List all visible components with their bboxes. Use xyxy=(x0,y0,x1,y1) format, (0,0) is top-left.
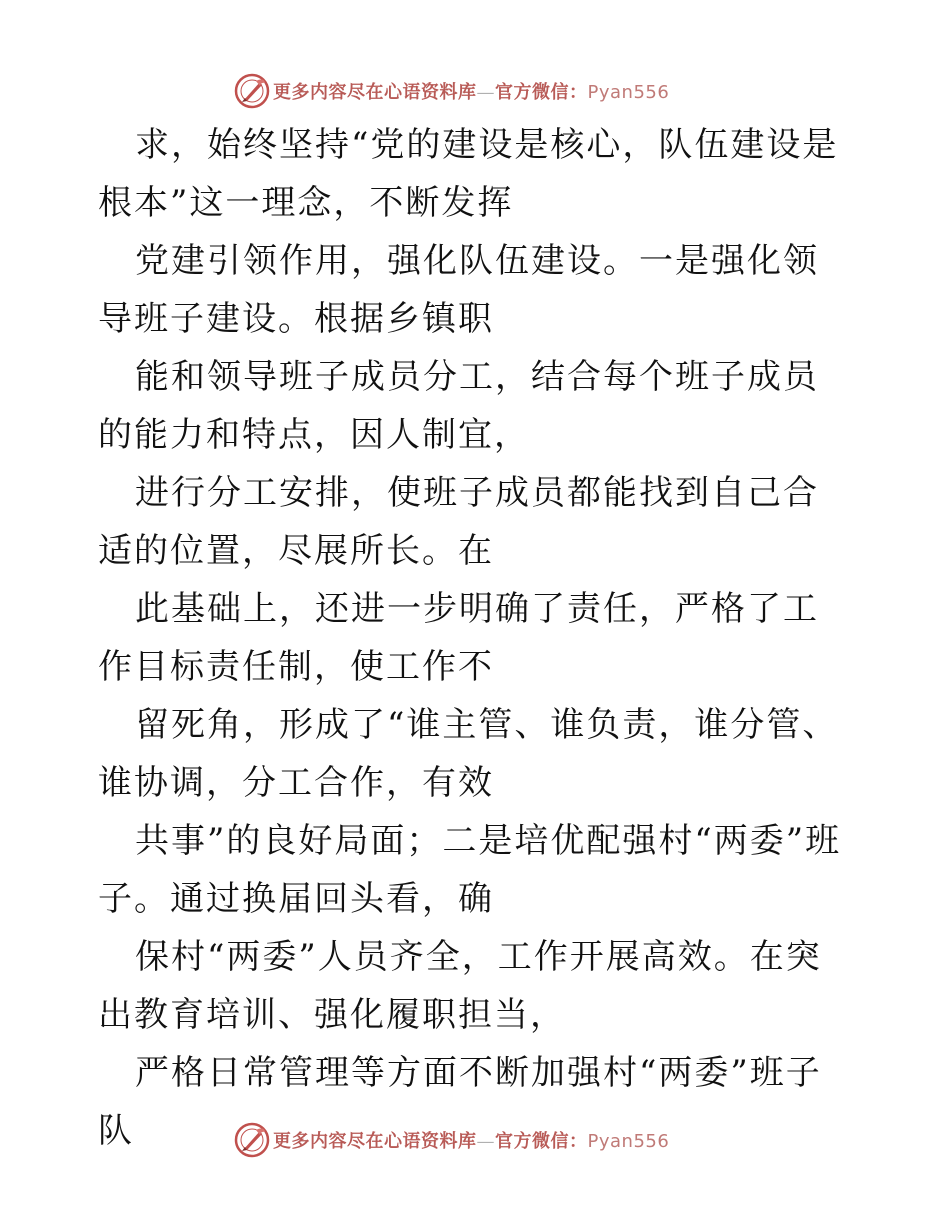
banner-dash: — xyxy=(476,82,495,103)
paragraph: 党建引领作用，强化队伍建设。一是强化领导班子建设。根据乡镇职 xyxy=(98,241,819,339)
banner-dash: — xyxy=(476,1131,495,1152)
body-text xyxy=(98,116,854,1160)
paragraph: 留死角，形成了“谁主管、谁负责，谁分管、谁协调，分工合作，有效 xyxy=(98,705,839,803)
paragraph: 进行分工安排，使班子成员都能找到自己合适的位置，尽展所长。在 xyxy=(98,473,819,571)
paragraph: 共事”的良好局面；二是培优配强村“两委”班子。通过换届回头看，确 xyxy=(98,821,842,919)
paragraph: 保村“两委”人员齐全，工作开展高效。在突出教育培训、强化履职担当， xyxy=(98,937,822,1035)
footer-banner xyxy=(234,1122,669,1158)
banner-text xyxy=(273,1127,669,1153)
banner-title: 更多内容尽在心语资料库 xyxy=(273,1131,477,1152)
banner-label: 官方微信： xyxy=(495,1131,588,1152)
banner-wechat-id: Pyan556 xyxy=(587,1131,670,1152)
quill-pen-logo-icon xyxy=(234,73,270,109)
banner-label: 官方微信： xyxy=(495,82,588,103)
header-banner xyxy=(234,73,669,109)
banner-wechat-id: Pyan556 xyxy=(587,82,670,103)
banner-title: 更多内容尽在心语资料库 xyxy=(273,82,477,103)
banner-text xyxy=(273,78,669,104)
paragraph: 能和领导班子成员分工，结合每个班子成员的能力和特点，因人制宜， xyxy=(98,357,819,455)
quill-pen-logo-icon xyxy=(234,1122,270,1158)
paragraph: 求，始终坚持“党的建设是核心，队伍建设是根本”这一理念，不断发挥 xyxy=(98,125,839,223)
paragraph: 严格日常管理等方面不断加强村“两委”班子队 xyxy=(98,1053,822,1151)
paragraph: 此基础上，还进一步明确了责任，严格了工作目标责任制，使工作不 xyxy=(98,589,819,687)
